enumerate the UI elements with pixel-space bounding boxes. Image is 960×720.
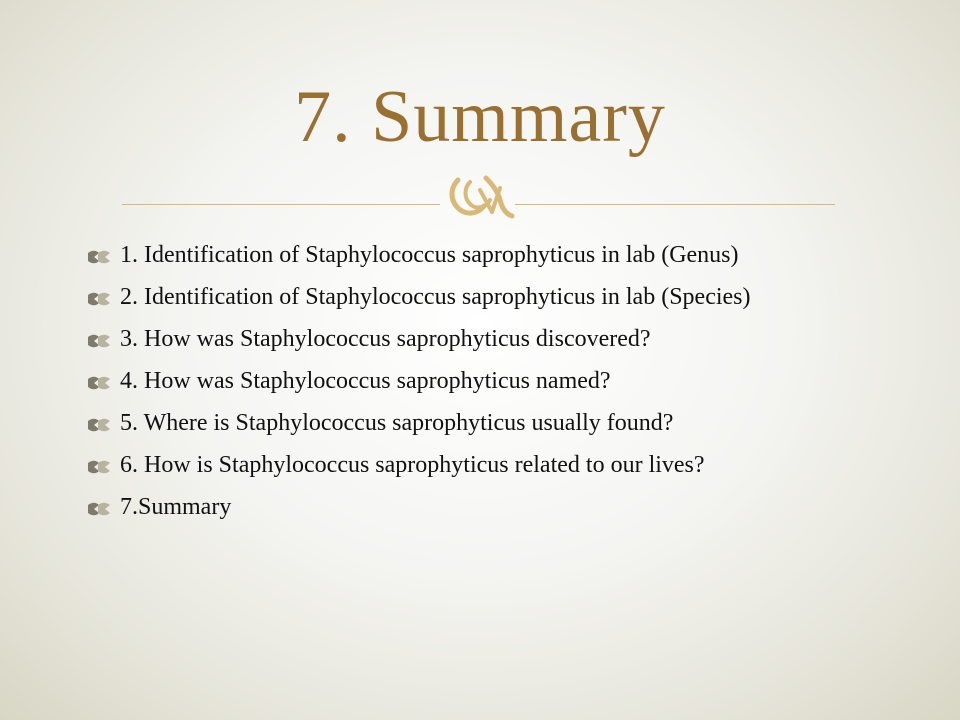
summary-list-item	[86, 324, 886, 355]
summary-item-text: 2. Identification of Staphylococcus saprophyticus in lab (Species)	[120, 284, 751, 310]
bullet-arrow-icon	[86, 375, 112, 391]
divider-right-line	[515, 204, 835, 205]
summary-item-text: 6. How is Staphylococcus saprophyticus related to our lives?	[120, 452, 705, 478]
bullet-arrow-icon	[86, 333, 112, 349]
summary-list-item	[86, 450, 886, 481]
summary-list-item	[86, 408, 886, 439]
bullet-arrow-icon	[86, 291, 112, 307]
summary-item-text: 7.Summary	[120, 494, 232, 520]
summary-item-text: 1. Identification of Staphylococcus saprophyticus in lab (Genus)	[120, 242, 739, 268]
slide-title: 7. Summary	[294, 76, 666, 158]
divider-left-line	[122, 204, 440, 205]
bullet-arrow-icon	[86, 459, 112, 475]
summary-list-item	[86, 366, 886, 397]
summary-item-text: 5. Where is Staphylococcus saprophyticus usually found?	[120, 410, 674, 436]
summary-list-item	[86, 492, 886, 523]
summary-list	[86, 240, 886, 534]
summary-list-item	[86, 282, 886, 313]
bullet-arrow-icon	[86, 249, 112, 265]
summary-item-text: 3. How was Staphylococcus saprophyticus discovered?	[120, 326, 651, 352]
bullet-arrow-icon	[86, 417, 112, 433]
decorative-flourish-icon	[440, 170, 516, 226]
summary-list-item	[86, 240, 886, 271]
bullet-arrow-icon	[86, 501, 112, 517]
summary-item-text: 4. How was Staphylococcus saprophyticus named?	[120, 368, 611, 394]
